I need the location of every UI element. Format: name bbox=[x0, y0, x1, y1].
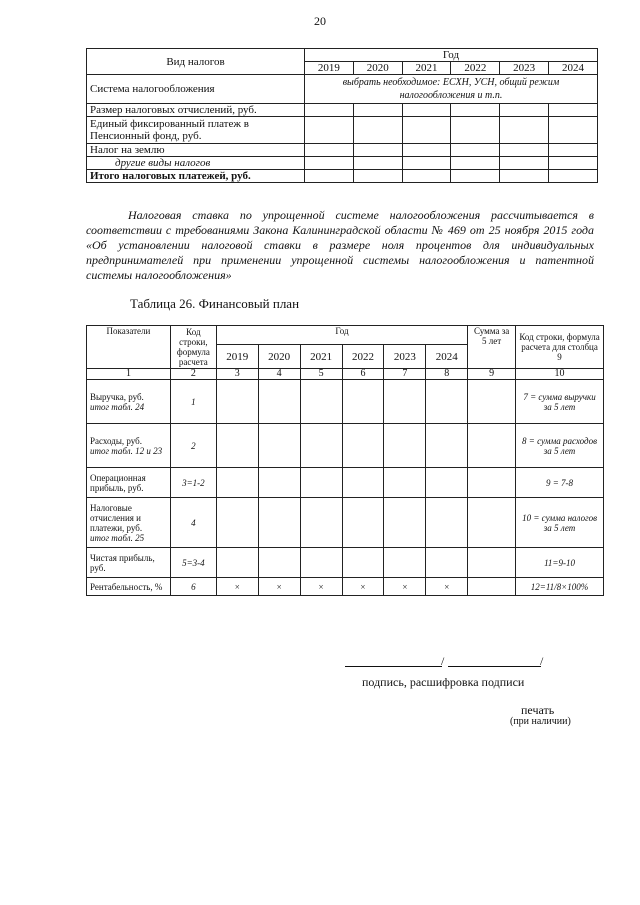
row-code: 5=3-4 bbox=[170, 548, 216, 578]
row-label-text: Налоговые отчисления и платежи, руб. bbox=[90, 502, 143, 533]
row-label-sub: итог табл. 25 bbox=[90, 532, 145, 543]
code-col9-header: Код строки, формула расчета для столбца 9 bbox=[516, 326, 604, 369]
column-number: 1 bbox=[87, 369, 171, 380]
code-header: Код строки, формула расчета bbox=[170, 326, 216, 369]
tax-table bbox=[86, 48, 598, 183]
column-number: 6 bbox=[342, 369, 384, 380]
year-cell: 2023 bbox=[500, 62, 549, 75]
row-label bbox=[87, 498, 171, 548]
column-number: 9 bbox=[468, 369, 516, 380]
column-number: 2 bbox=[170, 369, 216, 380]
year-header: Год bbox=[305, 49, 598, 62]
tax-type-header: Вид налогов bbox=[87, 49, 305, 75]
tax-row-label: другие виды налогов bbox=[87, 157, 305, 170]
na-mark: × bbox=[384, 578, 426, 596]
row-formula: 10 = сумма налогов за 5 лет bbox=[516, 498, 604, 548]
financial-plan-table bbox=[86, 325, 604, 596]
tax-row-label: Система налогообложения bbox=[87, 75, 305, 104]
row-code: 6 bbox=[170, 578, 216, 596]
row-label-text: Расходы, руб. bbox=[90, 435, 142, 446]
page-number: 20 bbox=[314, 14, 326, 28]
row-code: 4 bbox=[170, 498, 216, 548]
tax-row-label: Размер налоговых отчислений, руб. bbox=[87, 104, 305, 117]
table-caption: Таблица 26. Финансовый план bbox=[130, 296, 300, 311]
year-cell: 2024 bbox=[426, 345, 468, 369]
column-number: 10 bbox=[516, 369, 604, 380]
na-mark: × bbox=[258, 578, 300, 596]
na-mark: × bbox=[342, 578, 384, 596]
signature-caption: подпись, расшифровка подписи bbox=[362, 675, 525, 689]
stamp-label: печать bbox=[521, 703, 555, 717]
stamp-note: (при наличии) bbox=[510, 716, 571, 727]
signature-slash: / bbox=[441, 654, 445, 668]
tax-rate-note bbox=[86, 208, 594, 283]
year-cell: 2022 bbox=[342, 345, 384, 369]
row-formula: 11=9-10 bbox=[516, 548, 604, 578]
year-cell: 2019 bbox=[216, 345, 258, 369]
row-code: 2 bbox=[170, 424, 216, 468]
column-number: 4 bbox=[258, 369, 300, 380]
row-code: 3=1-2 bbox=[170, 468, 216, 498]
row-label-sub: итог табл. 12 и 23 bbox=[90, 445, 163, 456]
column-number: 5 bbox=[300, 369, 342, 380]
year-cell: 2020 bbox=[258, 345, 300, 369]
row-label-text: Выручка, руб. bbox=[90, 391, 144, 402]
tax-system-note: выбрать необходимое: ЕСХН, УСН, общий режим налогообложения и т.п. bbox=[305, 75, 598, 104]
year-cell: 2023 bbox=[384, 345, 426, 369]
indicator-header: Показатели bbox=[87, 326, 171, 369]
row-formula: 8 = сумма расходов за 5 лет bbox=[516, 424, 604, 468]
year-cell: 2022 bbox=[451, 62, 500, 75]
column-number: 7 bbox=[384, 369, 426, 380]
row-code: 1 bbox=[170, 380, 216, 424]
tax-row-label: Единый фиксированный платеж в Пенсионный фонд, руб. bbox=[87, 117, 305, 144]
column-number: 3 bbox=[216, 369, 258, 380]
row-label-sub: итог табл. 24 bbox=[90, 401, 145, 412]
row-label: Чистая прибыль, руб. bbox=[87, 548, 171, 578]
name-line bbox=[448, 666, 541, 667]
tax-total-label: Итого налоговых платежей, руб. bbox=[87, 170, 305, 183]
year-cell: 2019 bbox=[305, 62, 354, 75]
row-label: Рентабельность, % bbox=[87, 578, 171, 596]
year-cell: 2020 bbox=[353, 62, 402, 75]
na-mark: × bbox=[300, 578, 342, 596]
sum-header: Сумма за 5 лет bbox=[468, 326, 516, 369]
na-mark: × bbox=[426, 578, 468, 596]
row-formula: 7 = сумма выручки за 5 лет bbox=[516, 380, 604, 424]
year-cell: 2021 bbox=[300, 345, 342, 369]
tax-rate-paragraph: Налоговая ставка по упрощенной системе налогообложения рассчитывается в соответствии с требованиями Закона Калининградской области № 469 от 25 ноября 2015 года «Об установлении налоговой ставки в размере ноля процентов для индивидуальных предпринимателей при применении упрощенной системы налогообложения и патентной системы налогообложения» bbox=[86, 208, 594, 282]
row-formula: 9 = 7-8 bbox=[516, 468, 604, 498]
row-formula: 12=11/8×100% bbox=[516, 578, 604, 596]
signature-slash: / bbox=[540, 654, 544, 668]
row-label: Операционная прибыль, руб. bbox=[87, 468, 171, 498]
tax-row-label: Налог на землю bbox=[87, 144, 305, 157]
year-cell: 2024 bbox=[549, 62, 598, 75]
row-label bbox=[87, 380, 171, 424]
year-cell: 2021 bbox=[402, 62, 451, 75]
na-mark: × bbox=[216, 578, 258, 596]
year-header: Год bbox=[216, 326, 467, 345]
column-number: 8 bbox=[426, 369, 468, 380]
signature-line bbox=[345, 666, 442, 667]
row-label bbox=[87, 424, 171, 468]
